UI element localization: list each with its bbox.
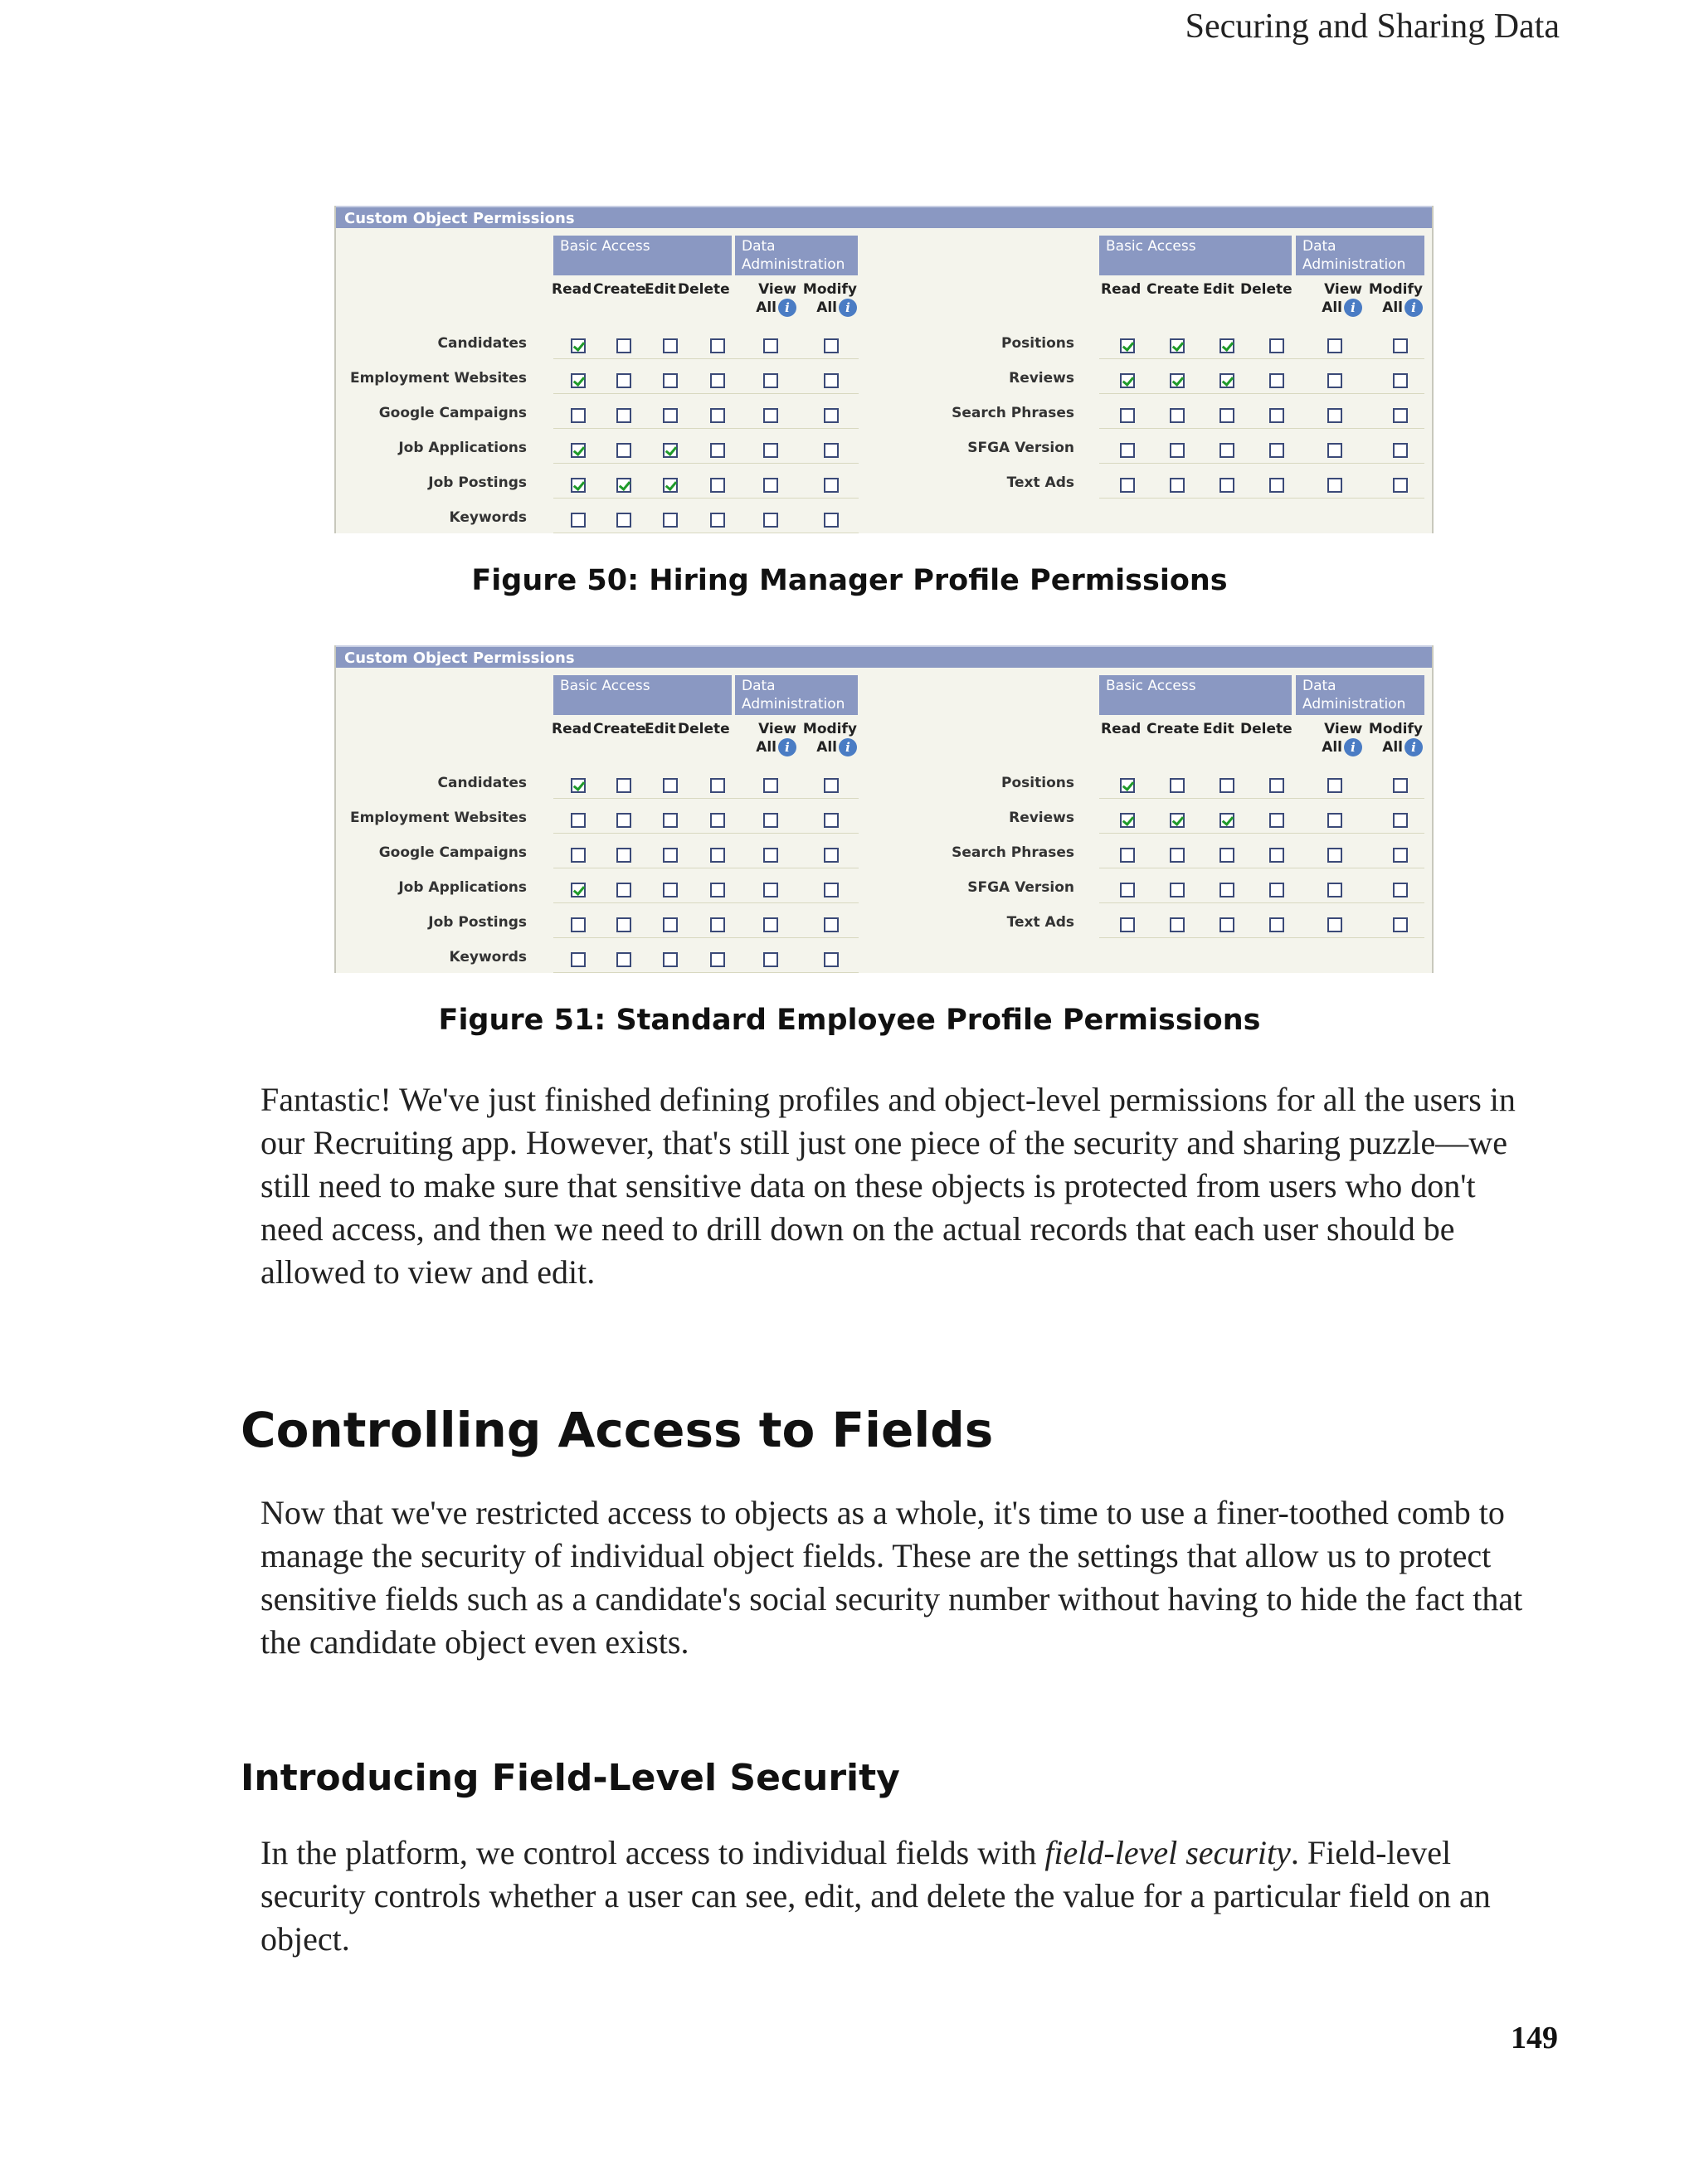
permission-checkbox[interactable] (571, 778, 586, 793)
permission-checkbox[interactable] (1327, 778, 1342, 793)
permission-checkbox[interactable] (1219, 443, 1234, 458)
info-icon[interactable]: i (839, 738, 857, 756)
permission-checkbox[interactable] (1219, 813, 1234, 828)
column-header-read (1101, 280, 1141, 299)
row-divider (1099, 428, 1424, 429)
permission-checkbox[interactable] (1219, 408, 1234, 423)
permission-checkbox[interactable] (1170, 848, 1185, 863)
row-divider (1099, 902, 1424, 903)
permission-checkbox[interactable] (1120, 883, 1135, 897)
row-divider (553, 798, 859, 799)
running-head: Securing and Sharing Data (1185, 7, 1560, 46)
permission-checkbox[interactable] (1393, 338, 1408, 353)
permission-checkbox[interactable] (616, 778, 631, 793)
permission-checkbox[interactable] (663, 813, 678, 828)
permission-checkbox[interactable] (616, 917, 631, 932)
permission-checkbox[interactable] (710, 952, 725, 967)
figure-51-caption: Figure 51: Standard Employee Profile Permissions (438, 1004, 1261, 1037)
row-label: Candidates (437, 775, 527, 791)
permission-checkbox[interactable] (663, 848, 678, 863)
permission-checkbox[interactable] (824, 848, 839, 863)
group-header-data-administration: Data Administration (735, 675, 858, 715)
permission-checkbox[interactable] (1327, 373, 1342, 388)
permission-checkbox[interactable] (1393, 443, 1408, 458)
row-label: Job Applications (398, 440, 527, 456)
field-level-security-term: field-level security (1044, 1834, 1291, 1871)
permission-checkbox[interactable] (616, 952, 631, 967)
column-header-modify-all (799, 280, 857, 317)
column-header-create (593, 280, 646, 299)
permission-checkbox[interactable] (710, 813, 725, 828)
permission-checkbox[interactable] (763, 338, 778, 353)
column-header-text: Modify All (802, 281, 857, 316)
permission-checkbox[interactable] (1219, 373, 1234, 388)
column-header-text: Delete (678, 721, 730, 737)
permission-checkbox[interactable] (710, 848, 725, 863)
permission-checkbox[interactable] (1170, 778, 1185, 793)
column-header-text: View All (1322, 721, 1362, 756)
permission-checkbox[interactable] (1327, 883, 1342, 897)
column-header-create (1146, 720, 1200, 738)
permission-checkbox[interactable] (571, 813, 586, 828)
column-header-text: Create (593, 281, 646, 298)
permission-checkbox[interactable] (1269, 478, 1284, 493)
row-label: Google Campaigns (378, 405, 527, 421)
permission-checkbox[interactable] (1120, 338, 1135, 353)
column-header-text: Edit (1203, 281, 1234, 298)
row-divider (553, 498, 859, 499)
column-header-create (593, 720, 646, 738)
permission-checkbox[interactable] (824, 883, 839, 897)
permission-checkbox[interactable] (663, 952, 678, 967)
permission-checkbox[interactable] (571, 443, 586, 458)
info-icon[interactable]: i (1404, 299, 1423, 317)
column-header-text: Read (552, 281, 592, 298)
column-header-text: Edit (645, 721, 676, 737)
permission-checkbox[interactable] (616, 338, 631, 353)
permission-checkbox[interactable] (763, 513, 778, 528)
group-header-basic-access: Basic Access (1099, 236, 1292, 275)
permission-checkbox[interactable] (1170, 883, 1185, 897)
permission-checkbox[interactable] (1120, 373, 1135, 388)
paragraph-fantastic: Fantastic! We've just finished defining profiles and object-level permissions for all the users in our Recruiting app. However, that's still just one piece of the security and sharing puzzle—we still need to make sure that sensitive data on these objects is protected from users who don't need access, and then we need to drill down on the actual records that each user should be allowed to view and edit. (260, 1081, 1516, 1291)
column-header-delete (1240, 280, 1293, 299)
column-header-text: Read (552, 721, 592, 737)
permission-checkbox[interactable] (616, 813, 631, 828)
permission-checkbox[interactable] (824, 443, 839, 458)
permission-checkbox[interactable] (571, 848, 586, 863)
permission-checkbox[interactable] (1327, 338, 1342, 353)
permission-checkbox[interactable] (663, 338, 678, 353)
permission-checkbox[interactable] (1269, 408, 1284, 423)
permission-checkbox[interactable] (710, 883, 725, 897)
subsection-heading: Introducing Field-Level Security (241, 1757, 900, 1799)
permission-checkbox[interactable] (763, 917, 778, 932)
column-header-read (552, 280, 591, 299)
column-header-text: Read (1101, 281, 1142, 298)
row-divider (553, 428, 859, 429)
column-header-text: Delete (1240, 281, 1293, 298)
permission-checkbox[interactable] (571, 478, 586, 493)
page-number: 149 (1511, 2021, 1558, 2055)
column-header-view-all (1304, 720, 1362, 756)
row-label: Text Ads (1006, 474, 1074, 491)
column-header-delete (678, 720, 730, 738)
permission-checkbox[interactable] (1170, 813, 1185, 828)
permission-checkbox[interactable] (1170, 917, 1185, 932)
permission-checkbox[interactable] (1393, 478, 1408, 493)
permission-checkbox[interactable] (663, 408, 678, 423)
permission-checkbox[interactable] (1327, 408, 1342, 423)
permission-checkbox[interactable] (824, 373, 839, 388)
paragraph-restricted-access: Now that we've restricted access to objects as a whole, it's time to use a finer-toothed comb to manage the security of individual object fields. These are the settings that allow us to protect sensitive fields such as a candidate's social security number without having to hide the fact that the candidate object even exists. (260, 1494, 1523, 1661)
group-header-data-administration: Data Administration (1296, 236, 1424, 275)
column-header-delete (678, 280, 730, 299)
row-divider (553, 937, 859, 938)
permission-checkbox[interactable] (616, 513, 631, 528)
row-label: Google Campaigns (378, 844, 527, 861)
column-header-delete (1240, 720, 1293, 738)
paragraph-field-level-security (260, 1831, 1530, 1961)
row-divider (553, 358, 859, 359)
permission-checkbox[interactable] (1393, 408, 1408, 423)
permission-checkbox[interactable] (763, 478, 778, 493)
row-label: Search Phrases (952, 844, 1074, 861)
permission-checkbox[interactable] (1269, 813, 1284, 828)
group-header-basic-access: Basic Access (1099, 675, 1292, 715)
column-header-modify-all (799, 720, 857, 756)
column-header-text: View All (756, 281, 796, 316)
permission-checkbox[interactable] (824, 917, 839, 932)
permission-checkbox[interactable] (616, 883, 631, 897)
column-header-text: Modify All (1368, 721, 1423, 756)
row-label: Employment Websites (349, 370, 527, 387)
permission-checkbox[interactable] (710, 443, 725, 458)
column-header-read (552, 720, 591, 738)
permission-checkbox[interactable] (824, 513, 839, 528)
permission-checkbox[interactable] (1269, 338, 1284, 353)
paragraph-text-before: In the platform, we control access to individual fields with (260, 1834, 1045, 1871)
row-divider (553, 972, 859, 973)
permission-checkbox[interactable] (1269, 778, 1284, 793)
permission-checkbox[interactable] (763, 408, 778, 423)
permission-checkbox[interactable] (1327, 917, 1342, 932)
permission-checkbox[interactable] (571, 917, 586, 932)
row-label: Positions (1001, 335, 1074, 352)
permission-checkbox[interactable] (663, 883, 678, 897)
permission-checkbox[interactable] (1170, 443, 1185, 458)
permission-checkbox[interactable] (1327, 443, 1342, 458)
column-header-create (1146, 280, 1200, 299)
permission-checkbox[interactable] (1219, 917, 1234, 932)
column-header-text: Delete (1240, 721, 1293, 737)
permission-checkbox[interactable] (1219, 848, 1234, 863)
column-header-view-all (1304, 280, 1362, 317)
info-icon[interactable]: i (778, 738, 796, 756)
permission-checkbox[interactable] (571, 952, 586, 967)
column-header-edit (645, 720, 676, 738)
column-header-modify-all (1365, 720, 1423, 756)
row-label: Keywords (449, 509, 527, 526)
column-header-view-all (738, 280, 796, 317)
row-divider (1099, 833, 1424, 834)
row-divider (553, 463, 859, 464)
permission-checkbox[interactable] (1170, 478, 1185, 493)
permission-checkbox[interactable] (824, 478, 839, 493)
permission-checkbox[interactable] (710, 778, 725, 793)
row-label: Text Ads (1006, 914, 1074, 931)
permission-checkbox[interactable] (571, 883, 586, 897)
row-divider (553, 393, 859, 394)
row-label: Reviews (1009, 810, 1074, 826)
permission-checkbox[interactable] (1120, 443, 1135, 458)
column-header-edit (1203, 720, 1234, 738)
row-label: Job Postings (428, 474, 527, 491)
figure-50-permissions-table (334, 206, 1434, 533)
figure-50-caption: Figure 50: Hiring Manager Profile Permissions (471, 564, 1228, 597)
permission-checkbox[interactable] (1219, 778, 1234, 793)
permission-checkbox[interactable] (663, 373, 678, 388)
row-divider (1099, 358, 1424, 359)
row-divider (553, 833, 859, 834)
permission-checkbox[interactable] (1170, 408, 1185, 423)
permission-checkbox[interactable] (710, 338, 725, 353)
permission-checkbox[interactable] (1120, 848, 1135, 863)
column-header-text: Delete (678, 281, 730, 298)
permission-checkbox[interactable] (710, 917, 725, 932)
permission-checkbox[interactable] (763, 373, 778, 388)
permission-checkbox[interactable] (710, 373, 725, 388)
table-header: Custom Object Permissions (336, 645, 1432, 668)
permission-checkbox[interactable] (710, 478, 725, 493)
permission-checkbox[interactable] (663, 917, 678, 932)
permission-checkbox[interactable] (1327, 478, 1342, 493)
info-icon[interactable]: i (1344, 738, 1362, 756)
permission-checkbox[interactable] (824, 338, 839, 353)
permission-checkbox[interactable] (1327, 813, 1342, 828)
row-label: SFGA Version (967, 440, 1074, 456)
permission-checkbox[interactable] (616, 443, 631, 458)
permission-checkbox[interactable] (1269, 848, 1284, 863)
permission-checkbox[interactable] (1170, 373, 1185, 388)
permission-checkbox[interactable] (1120, 813, 1135, 828)
permission-checkbox[interactable] (1120, 478, 1135, 493)
permission-checkbox[interactable] (1120, 917, 1135, 932)
column-header-text: View All (1322, 281, 1362, 316)
row-divider (1099, 937, 1424, 938)
column-header-read (1101, 720, 1141, 738)
paragraph-text-after: . Field-level security controls whether a user can see, edit, and delete the value for a particular field on an object. (260, 1834, 1491, 1958)
permission-checkbox[interactable] (1269, 443, 1284, 458)
row-divider (553, 902, 859, 903)
row-label: Employment Websites (349, 810, 527, 826)
row-label: Candidates (437, 335, 527, 352)
column-header-text: Create (593, 721, 646, 737)
info-icon[interactable]: i (778, 299, 796, 317)
permission-checkbox[interactable] (1219, 883, 1234, 897)
permission-checkbox[interactable] (571, 338, 586, 353)
column-header-edit (645, 280, 676, 299)
permission-checkbox[interactable] (824, 778, 839, 793)
permission-checkbox[interactable] (1393, 373, 1408, 388)
permission-checkbox[interactable] (1393, 778, 1408, 793)
info-icon[interactable]: i (1404, 738, 1423, 756)
permission-checkbox[interactable] (1269, 917, 1284, 932)
row-label: Search Phrases (952, 405, 1074, 421)
row-divider (1099, 463, 1424, 464)
permission-checkbox[interactable] (824, 952, 839, 967)
column-header-text: Edit (645, 281, 676, 298)
permission-checkbox[interactable] (663, 513, 678, 528)
permission-checkbox[interactable] (571, 513, 586, 528)
column-header-edit (1203, 280, 1234, 299)
permission-checkbox[interactable] (1393, 848, 1408, 863)
column-header-text: Modify All (1368, 281, 1423, 316)
column-header-text: Create (1146, 281, 1200, 298)
group-header-basic-access: Basic Access (553, 675, 732, 715)
permission-checkbox[interactable] (1393, 813, 1408, 828)
row-label: Reviews (1009, 370, 1074, 387)
row-divider (1099, 798, 1424, 799)
column-header-text: Read (1101, 721, 1142, 737)
row-label: Keywords (449, 949, 527, 966)
permission-checkbox[interactable] (571, 373, 586, 388)
row-divider (1099, 498, 1424, 499)
permission-checkbox[interactable] (710, 513, 725, 528)
permission-checkbox[interactable] (1269, 373, 1284, 388)
permission-checkbox[interactable] (1120, 408, 1135, 423)
permission-checkbox[interactable] (1393, 883, 1408, 897)
permission-checkbox[interactable] (763, 883, 778, 897)
permission-checkbox[interactable] (663, 443, 678, 458)
permission-checkbox[interactable] (1170, 338, 1185, 353)
permission-checkbox[interactable] (763, 443, 778, 458)
figure-51-permissions-table (334, 645, 1434, 973)
permission-checkbox[interactable] (824, 813, 839, 828)
column-header-text: Create (1146, 721, 1200, 737)
column-header-text: Edit (1203, 721, 1234, 737)
group-header-data-administration: Data Administration (735, 236, 858, 275)
permission-checkbox[interactable] (824, 408, 839, 423)
row-label: Positions (1001, 775, 1074, 791)
permission-checkbox[interactable] (1393, 917, 1408, 932)
section-heading: Controlling Access to Fields (241, 1402, 994, 1458)
permission-checkbox[interactable] (1327, 848, 1342, 863)
permission-checkbox[interactable] (763, 813, 778, 828)
permission-checkbox[interactable] (1269, 883, 1284, 897)
permission-checkbox[interactable] (616, 408, 631, 423)
info-icon[interactable]: i (839, 299, 857, 317)
permission-checkbox[interactable] (663, 478, 678, 493)
column-header-text: View All (756, 721, 796, 756)
row-divider (1099, 393, 1424, 394)
permission-checkbox[interactable] (763, 952, 778, 967)
permission-checkbox[interactable] (1219, 478, 1234, 493)
group-header-data-administration: Data Administration (1296, 675, 1424, 715)
info-icon[interactable]: i (1344, 299, 1362, 317)
permission-checkbox[interactable] (663, 778, 678, 793)
permission-checkbox[interactable] (763, 848, 778, 863)
permission-checkbox[interactable] (616, 848, 631, 863)
table-header: Custom Object Permissions (336, 206, 1432, 228)
permission-checkbox[interactable] (616, 373, 631, 388)
column-header-view-all (738, 720, 796, 756)
row-label: Job Postings (428, 914, 527, 931)
permission-checkbox[interactable] (763, 778, 778, 793)
permission-checkbox[interactable] (571, 408, 586, 423)
row-label: SFGA Version (967, 879, 1074, 896)
permission-checkbox[interactable] (1219, 338, 1234, 353)
column-header-modify-all (1365, 280, 1423, 317)
row-label: Job Applications (398, 879, 527, 896)
permission-checkbox[interactable] (1120, 778, 1135, 793)
column-header-text: Modify All (802, 721, 857, 756)
permission-checkbox[interactable] (710, 408, 725, 423)
permission-checkbox[interactable] (616, 478, 631, 493)
group-header-basic-access: Basic Access (553, 236, 732, 275)
